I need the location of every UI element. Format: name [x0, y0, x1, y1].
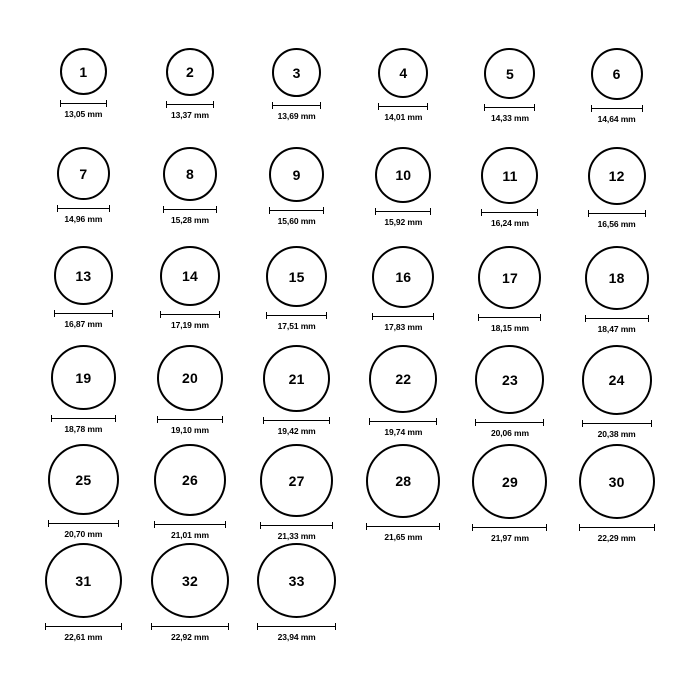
ring-size-label: 11 — [502, 167, 518, 184]
ring-circle[interactable] — [375, 147, 431, 203]
ring-measure — [481, 209, 538, 228]
ring-circle[interactable] — [51, 345, 116, 410]
ring-diameter-label: 22,92 mm — [171, 632, 209, 642]
ring-size-label: 24 — [608, 372, 625, 388]
dimension-bar-icon — [57, 205, 110, 212]
ring-size-label: 5 — [505, 65, 514, 82]
dimension-bar-icon — [481, 209, 538, 216]
ring-circle[interactable] — [166, 48, 214, 96]
ring-cell — [350, 345, 457, 444]
ring-size-label: 14 — [181, 268, 198, 284]
ring-size-label: 30 — [608, 473, 625, 490]
ring-size-label: 4 — [399, 65, 408, 81]
ring-size-label: 10 — [395, 167, 412, 183]
ring-size-label: 22 — [395, 371, 412, 387]
ring-measure — [54, 310, 113, 329]
ring-diameter-label: 21,65 mm — [384, 532, 423, 542]
ring-circle[interactable] — [263, 345, 330, 412]
ring-diameter-label: 15,28 mm — [171, 215, 209, 225]
ring-diameter-label: 14,64 mm — [597, 114, 636, 124]
ring-circle[interactable] — [588, 147, 646, 205]
ring-size-label: 29 — [501, 473, 518, 490]
ring-measure — [585, 315, 649, 334]
ring-measure — [260, 522, 333, 541]
ring-diameter-label: 14,01 mm — [384, 112, 423, 122]
ring-size-label: 13 — [75, 267, 92, 284]
ring-cell — [30, 48, 137, 147]
ring-diameter-label: 15,92 mm — [384, 217, 423, 227]
ring-diameter-label: 22,29 mm — [597, 533, 636, 543]
ring-diameter-label: 13,05 mm — [64, 109, 103, 119]
dimension-bar-icon — [60, 100, 107, 107]
ring-circle[interactable] — [48, 444, 119, 515]
ring-cell — [243, 48, 350, 147]
ring-circle[interactable] — [369, 345, 437, 413]
dimension-bar-icon — [484, 104, 535, 111]
ring-cell — [243, 444, 350, 543]
ring-circle[interactable] — [157, 345, 223, 411]
ring-size-label: 9 — [292, 166, 301, 183]
ring-measure — [475, 419, 544, 438]
dimension-bar-icon — [272, 102, 321, 109]
ring-circle[interactable] — [585, 246, 649, 310]
ring-circle[interactable] — [591, 48, 643, 100]
ring-measure — [588, 210, 646, 229]
ring-measure — [157, 416, 223, 435]
ring-circle[interactable] — [472, 444, 547, 519]
ring-size-label: 1 — [79, 63, 88, 80]
ring-circle[interactable] — [257, 543, 336, 618]
dimension-bar-icon — [472, 524, 547, 531]
ring-circle[interactable] — [475, 345, 544, 414]
ring-size-label: 7 — [79, 165, 88, 182]
dimension-bar-icon — [366, 523, 440, 530]
ring-cell — [243, 345, 350, 444]
ring-diameter-label: 16,24 mm — [491, 218, 529, 228]
ring-measure — [45, 623, 122, 642]
ring-circle[interactable] — [54, 246, 113, 305]
ring-cell — [137, 444, 244, 543]
dimension-bar-icon — [478, 314, 541, 321]
ring-measure — [166, 101, 214, 120]
ring-measure — [369, 418, 437, 437]
ring-circle[interactable] — [582, 345, 652, 415]
ring-cell — [30, 444, 137, 543]
ring-diameter-label: 17,19 mm — [171, 320, 209, 330]
ring-cell — [137, 147, 244, 246]
ring-cell — [30, 246, 137, 345]
ring-measure — [48, 520, 119, 539]
ring-size-label: 31 — [75, 572, 92, 589]
ring-size-label: 17 — [501, 269, 518, 286]
ring-circle[interactable] — [372, 246, 434, 308]
dimension-bar-icon — [257, 623, 336, 630]
ring-circle[interactable] — [478, 246, 541, 309]
dimension-bar-icon — [166, 101, 214, 108]
dimension-bar-icon — [579, 524, 655, 531]
ring-cell — [457, 48, 564, 147]
ring-diameter-label: 16,56 mm — [597, 219, 636, 229]
ring-measure — [582, 420, 652, 439]
ring-cell — [137, 48, 244, 147]
ring-measure — [378, 103, 428, 122]
dimension-bar-icon — [48, 520, 119, 527]
ring-measure — [372, 313, 434, 332]
dimension-bar-icon — [260, 522, 333, 529]
ring-measure — [272, 102, 321, 121]
ring-cell — [350, 147, 457, 246]
ring-size-label: 16 — [395, 269, 412, 285]
ring-size-label: 2 — [185, 64, 194, 80]
dimension-bar-icon — [591, 105, 643, 112]
ring-diameter-label: 18,78 mm — [64, 424, 103, 434]
ring-diameter-label: 21,01 mm — [171, 530, 209, 540]
ring-diameter-label: 13,37 mm — [171, 110, 209, 120]
ring-measure — [160, 311, 220, 330]
ring-cell — [30, 147, 137, 246]
ring-diameter-label: 13,69 mm — [277, 111, 316, 121]
ring-grid — [30, 48, 670, 642]
ring-size-label: 15 — [288, 268, 305, 285]
ring-measure — [57, 205, 110, 224]
ring-diameter-label: 23,94 mm — [277, 632, 316, 642]
ring-size-label: 28 — [395, 473, 412, 489]
ring-circle[interactable] — [579, 444, 655, 519]
dimension-bar-icon — [585, 315, 649, 322]
ring-circle[interactable] — [154, 444, 226, 516]
ring-circle[interactable] — [163, 147, 217, 201]
ring-cell — [350, 444, 457, 543]
ring-diameter-label: 16,87 mm — [64, 319, 103, 329]
dimension-bar-icon — [154, 521, 226, 528]
ring-measure — [366, 523, 440, 542]
dimension-bar-icon — [45, 623, 122, 630]
dimension-bar-icon — [151, 623, 229, 630]
ring-cell — [243, 147, 350, 246]
ring-circle[interactable] — [45, 543, 122, 618]
ring-cell — [457, 147, 564, 246]
ring-cell — [563, 246, 670, 345]
ring-measure — [263, 417, 330, 436]
dimension-bar-icon — [369, 418, 437, 425]
ring-cell — [563, 48, 670, 147]
ring-size-label: 26 — [181, 472, 198, 488]
ring-measure — [269, 207, 324, 226]
ring-cell — [457, 444, 564, 543]
ring-circle[interactable] — [57, 147, 110, 200]
ring-measure — [591, 105, 643, 124]
ring-diameter-label: 18,47 mm — [597, 324, 636, 334]
ring-size-label: 32 — [181, 572, 198, 589]
ring-cell — [243, 246, 350, 345]
ring-cell — [563, 147, 670, 246]
ring-diameter-label: 20,70 mm — [64, 529, 103, 539]
dimension-bar-icon — [588, 210, 646, 217]
dimension-bar-icon — [269, 207, 324, 214]
dimension-bar-icon — [160, 311, 220, 318]
ring-cell — [30, 543, 137, 642]
ring-cell — [137, 345, 244, 444]
ring-circle[interactable] — [151, 543, 229, 618]
ring-diameter-label: 22,61 mm — [64, 632, 103, 642]
ring-size-label: 33 — [288, 572, 305, 589]
dimension-bar-icon — [54, 310, 113, 317]
ring-cell — [137, 246, 244, 345]
dimension-bar-icon — [375, 208, 431, 215]
ring-cell — [457, 345, 564, 444]
ring-measure — [375, 208, 431, 227]
dimension-bar-icon — [266, 312, 327, 319]
ring-cell — [563, 444, 670, 543]
ring-measure — [472, 524, 547, 543]
ring-diameter-label: 14,96 mm — [64, 214, 103, 224]
ring-diameter-label: 15,60 mm — [277, 216, 316, 226]
ring-size-label: 19 — [75, 369, 92, 386]
dimension-bar-icon — [51, 415, 116, 422]
dimension-bar-icon — [378, 103, 428, 110]
ring-diameter-label: 21,33 mm — [277, 531, 316, 541]
ring-cell — [30, 345, 137, 444]
ring-circle[interactable] — [366, 444, 440, 518]
ring-diameter-label: 19,42 mm — [277, 426, 316, 436]
ring-circle[interactable] — [272, 48, 321, 97]
ring-measure — [163, 206, 217, 225]
ring-diameter-label: 18,15 mm — [491, 323, 529, 333]
ring-measure — [478, 314, 541, 333]
ring-size-label: 6 — [612, 66, 621, 82]
ring-circle[interactable] — [260, 444, 333, 517]
ring-diameter-label: 17,51 mm — [277, 321, 316, 331]
ring-circle[interactable] — [269, 147, 324, 202]
ring-size-label: 21 — [288, 370, 305, 387]
ring-cell — [137, 543, 244, 642]
ring-size-label: 20 — [181, 370, 198, 386]
ring-measure — [154, 521, 226, 540]
ring-measure — [579, 524, 655, 543]
ring-size-label: 12 — [608, 168, 625, 184]
ring-measure — [257, 623, 336, 642]
dimension-bar-icon — [582, 420, 652, 427]
ring-size-label: 8 — [185, 166, 194, 182]
ring-cell — [457, 246, 564, 345]
ring-measure — [266, 312, 327, 331]
ring-size-label: 25 — [75, 471, 92, 488]
dimension-bar-icon — [157, 416, 223, 423]
ring-measure — [484, 104, 535, 123]
ring-diameter-label: 20,38 mm — [597, 429, 636, 439]
ring-diameter-label: 14,33 mm — [491, 113, 529, 123]
dimension-bar-icon — [475, 419, 544, 426]
dimension-bar-icon — [372, 313, 434, 320]
ring-circle[interactable] — [378, 48, 428, 98]
ring-diameter-label: 20,06 mm — [491, 428, 529, 438]
ring-size-label: 23 — [501, 371, 518, 388]
dimension-bar-icon — [163, 206, 217, 213]
ring-circle[interactable] — [481, 147, 538, 204]
ring-diameter-label: 17,83 mm — [384, 322, 423, 332]
ring-diameter-label: 19,10 mm — [171, 425, 209, 435]
ring-circle[interactable] — [60, 48, 107, 95]
ring-circle[interactable] — [484, 48, 535, 99]
ring-circle[interactable] — [266, 246, 327, 307]
ring-cell — [563, 345, 670, 444]
dimension-bar-icon — [263, 417, 330, 424]
ring-cell — [350, 48, 457, 147]
ring-size-label: 27 — [288, 472, 305, 489]
ring-size-label: 3 — [292, 64, 301, 81]
ring-measure — [60, 100, 107, 119]
ring-diameter-label: 19,74 mm — [384, 427, 423, 437]
ring-diameter-label: 21,97 mm — [491, 533, 529, 543]
ring-cell — [243, 543, 350, 642]
ring-measure — [151, 623, 229, 642]
ring-circle[interactable] — [160, 246, 220, 306]
ring-measure — [51, 415, 116, 434]
ring-cell — [350, 246, 457, 345]
ring-size-label: 18 — [608, 270, 625, 286]
